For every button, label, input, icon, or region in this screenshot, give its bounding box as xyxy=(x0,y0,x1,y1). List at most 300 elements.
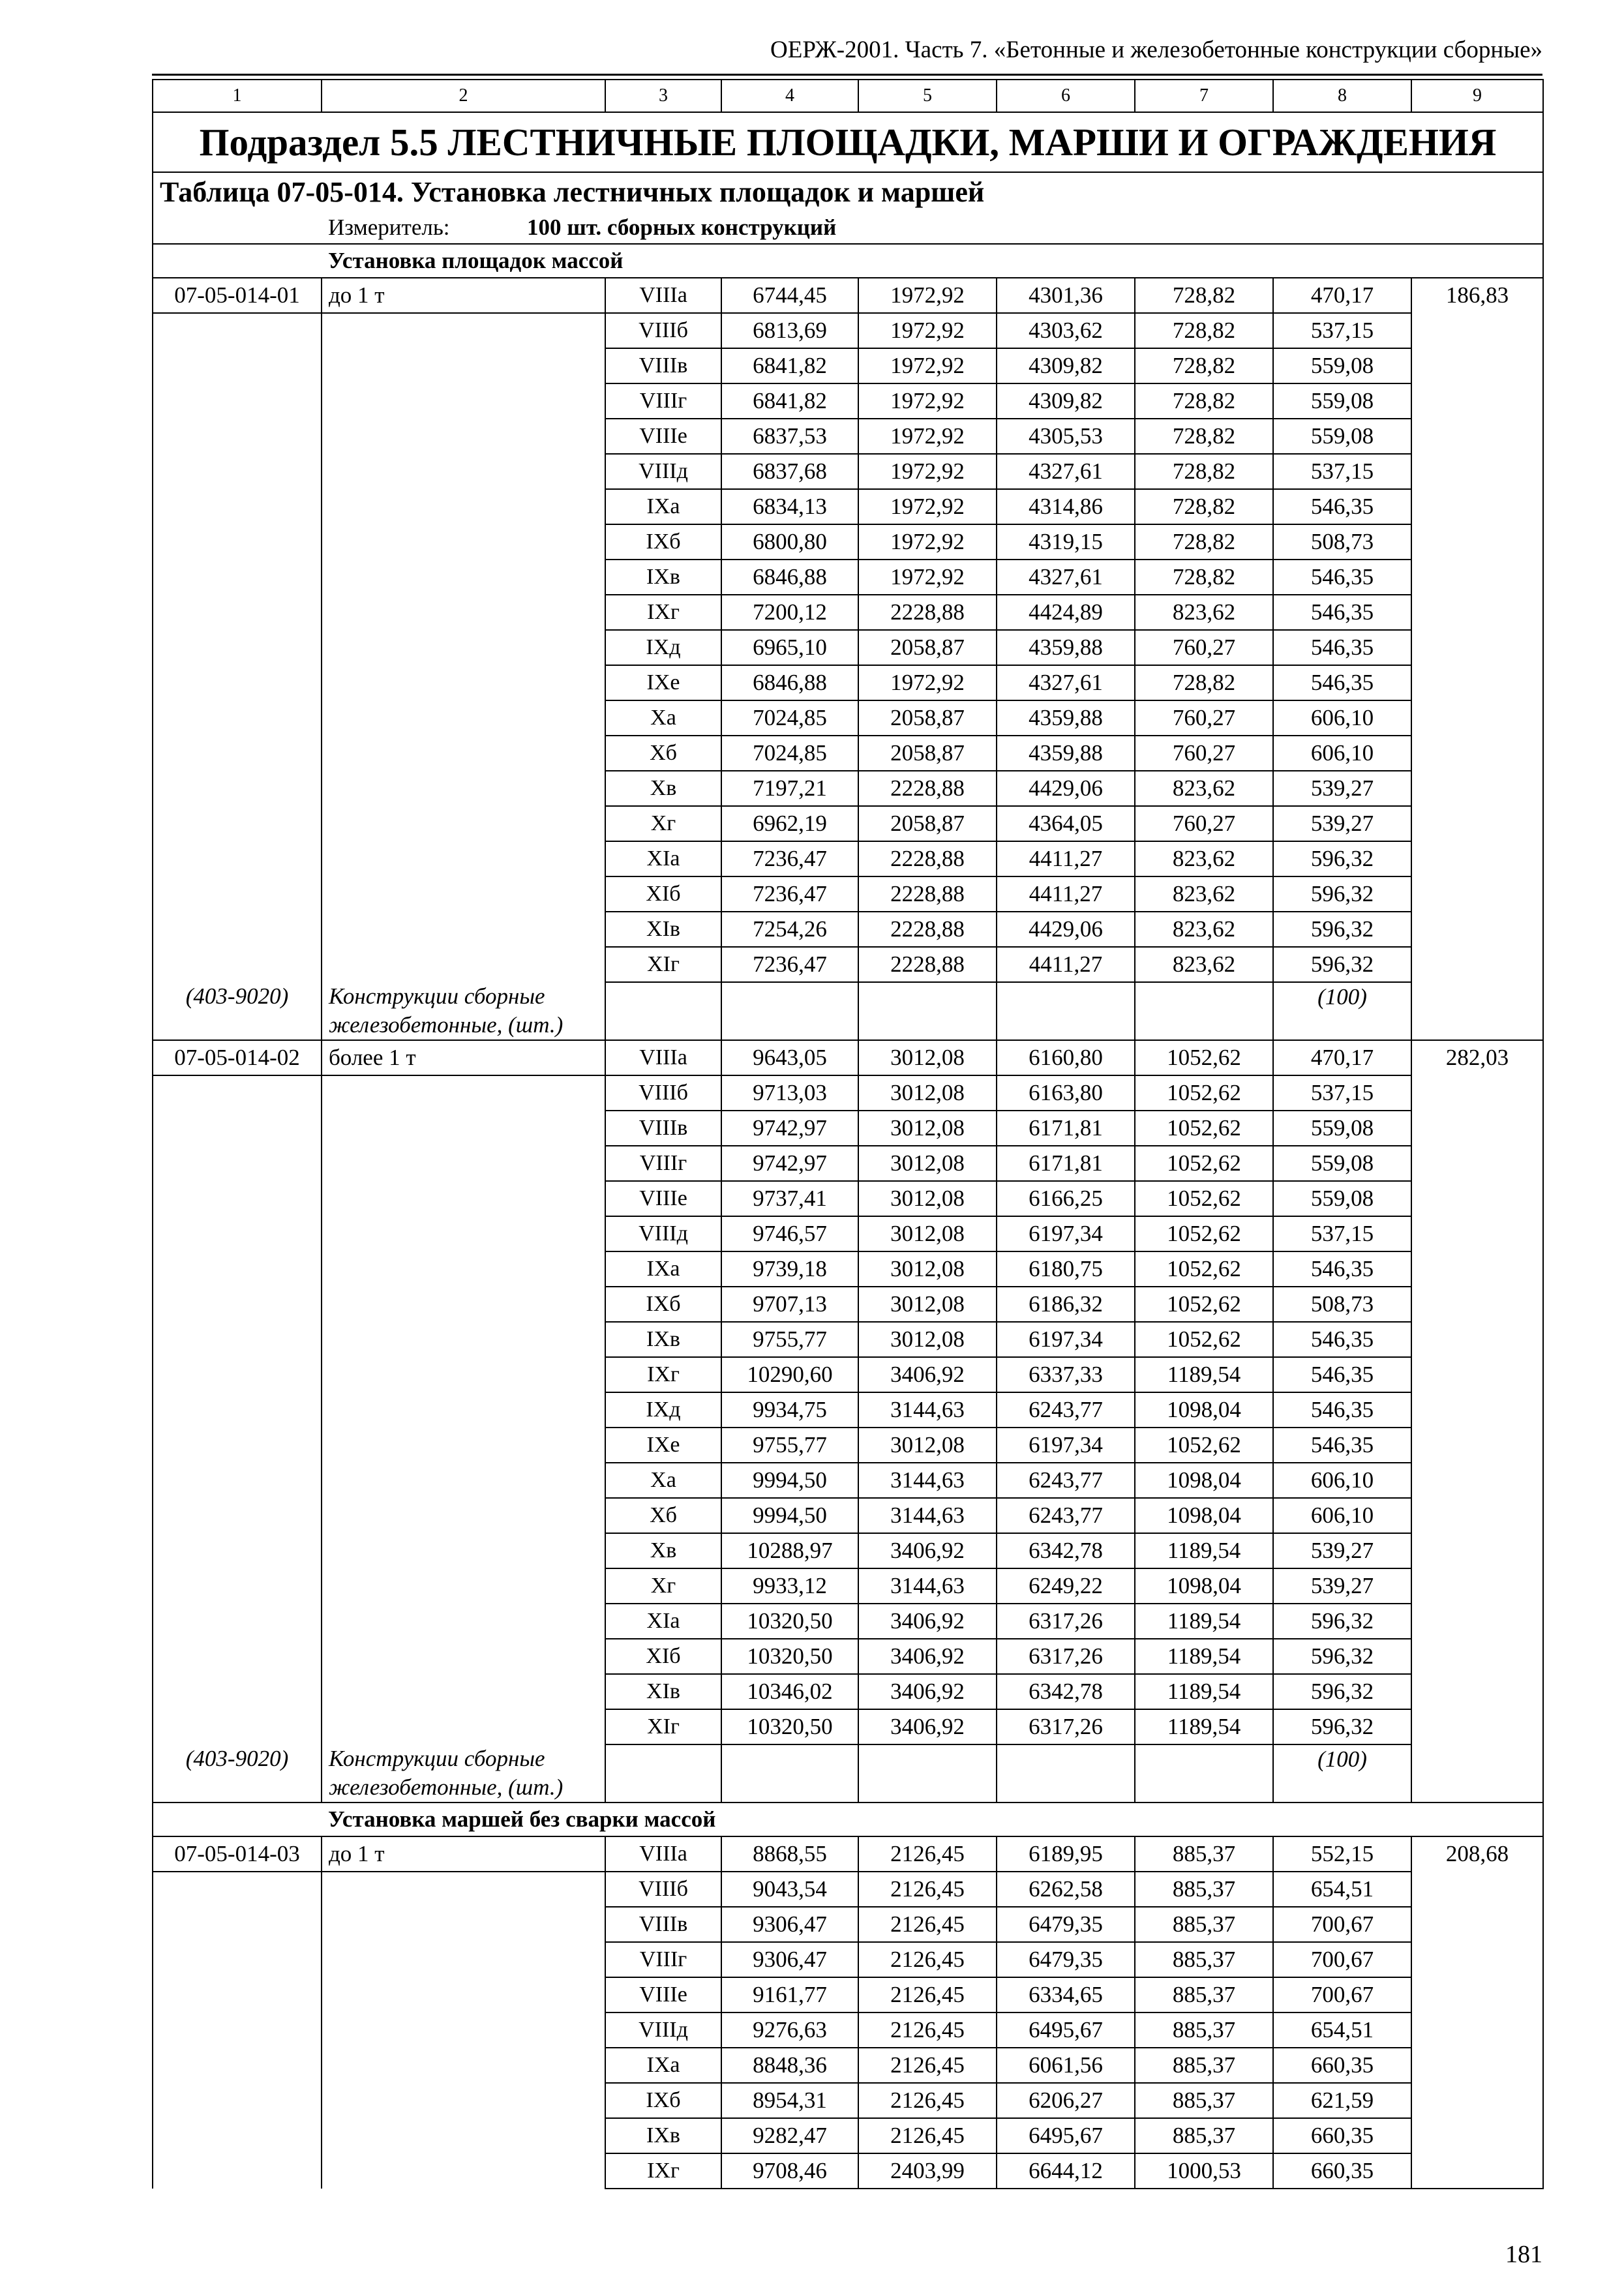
machines-cost-cell: 6197,34 xyxy=(997,1322,1135,1357)
region-index-cell: XIг xyxy=(605,1709,721,1744)
operators-wages-cell: 728,82 xyxy=(1135,313,1273,348)
region-index-cell: VIIIб xyxy=(605,1872,721,1907)
norm-name-cell xyxy=(322,1463,605,1498)
total-cost-cell: 9043,54 xyxy=(721,1872,858,1907)
table-row xyxy=(153,1836,1543,1872)
norm-name-cell xyxy=(322,1907,605,1942)
machines-cost-cell: 4327,61 xyxy=(997,560,1135,595)
region-index-cell: VIIIе xyxy=(605,1181,721,1216)
norm-name-cell xyxy=(322,348,605,383)
materials-cost-cell: 546,35 xyxy=(1273,595,1411,630)
machines-cost-cell: 6160,80 xyxy=(997,1040,1135,1075)
norm-code-cell xyxy=(153,454,322,489)
operators-wages-cell: 760,27 xyxy=(1135,806,1273,841)
total-cost-cell: 9739,18 xyxy=(721,1251,858,1287)
operators-wages-cell: 1189,54 xyxy=(1135,1604,1273,1639)
norm-name-cell xyxy=(322,876,605,912)
norm-code-cell xyxy=(153,595,322,630)
wages-cost-cell: 2126,45 xyxy=(858,1942,997,1977)
materials-cost-cell: 537,15 xyxy=(1273,1075,1411,1111)
norm-name-cell xyxy=(322,524,605,560)
norm-code-cell xyxy=(153,771,322,806)
meter-cell xyxy=(153,212,1543,244)
operators-wages-cell: 728,82 xyxy=(1135,383,1273,419)
wages-cost-cell: 2403,99 xyxy=(858,2153,997,2189)
total-cost-cell: 9746,57 xyxy=(721,1216,858,1251)
norm-code-cell xyxy=(153,1907,322,1942)
norm-code-cell xyxy=(153,560,322,595)
operators-wages-cell: 885,37 xyxy=(1135,2083,1273,2118)
total-cost-cell: 8954,31 xyxy=(721,2083,858,2118)
subsection-row xyxy=(153,112,1543,172)
norm-name-cell xyxy=(322,1287,605,1322)
norm-name-cell xyxy=(322,736,605,771)
region-index-cell: VIIIа xyxy=(605,1040,721,1075)
materials-cost-cell: 537,15 xyxy=(1273,1216,1411,1251)
total-cost-cell: 10320,50 xyxy=(721,1639,858,1674)
operators-wages-cell: 885,37 xyxy=(1135,1942,1273,1977)
total-cost-cell: 9707,13 xyxy=(721,1287,858,1322)
empty-cell xyxy=(605,1744,721,1803)
total-cost-cell: 8868,55 xyxy=(721,1836,858,1872)
norm-code-cell xyxy=(153,1709,322,1744)
norm-name-cell xyxy=(322,1942,605,1977)
wages-cost-cell: 1972,92 xyxy=(858,419,997,454)
norm-name-cell xyxy=(322,1872,605,1907)
materials-cost-cell: 654,51 xyxy=(1273,1872,1411,1907)
table-row xyxy=(153,876,1543,912)
machines-cost-cell: 4327,61 xyxy=(997,454,1135,489)
machines-cost-cell: 4301,36 xyxy=(997,278,1135,313)
wages-cost-cell: 3144,63 xyxy=(858,1568,997,1604)
section-title: Установка маршей без сварки массой xyxy=(153,1803,1543,1836)
resource-code: (403-9020) xyxy=(153,982,322,1040)
materials-cost-cell: 596,32 xyxy=(1273,947,1411,982)
wages-cost-cell: 1972,92 xyxy=(858,383,997,419)
table-row xyxy=(153,1907,1543,1942)
region-index-cell: IXв xyxy=(605,1322,721,1357)
resource-code: (403-9020) xyxy=(153,1744,322,1803)
machines-cost-cell: 6206,27 xyxy=(997,2083,1135,2118)
norm-name-cell xyxy=(322,2118,605,2153)
operators-wages-cell: 760,27 xyxy=(1135,700,1273,736)
total-cost-cell: 7200,12 xyxy=(721,595,858,630)
column-numbers-row xyxy=(153,80,1543,112)
running-header: ОЕРЖ-2001. Часть 7. «Бетонные и железобетонные конструкции сборные» xyxy=(770,37,1542,63)
materials-cost-cell: 559,08 xyxy=(1273,383,1411,419)
total-cost-cell: 6834,13 xyxy=(721,489,858,524)
machines-cost-cell: 4364,05 xyxy=(997,806,1135,841)
norm-code-cell xyxy=(153,1287,322,1322)
machines-cost-cell: 6197,34 xyxy=(997,1428,1135,1463)
operators-wages-cell: 885,37 xyxy=(1135,1907,1273,1942)
norm-name-cell xyxy=(322,454,605,489)
operators-wages-cell: 1189,54 xyxy=(1135,1639,1273,1674)
header-rule xyxy=(152,74,1542,76)
machines-cost-cell: 4314,86 xyxy=(997,489,1135,524)
table-row xyxy=(153,700,1543,736)
operators-wages-cell: 1052,62 xyxy=(1135,1287,1273,1322)
wages-cost-cell: 3406,92 xyxy=(858,1533,997,1568)
region-index-cell: VIIIг xyxy=(605,1942,721,1977)
materials-cost-cell: 700,67 xyxy=(1273,1977,1411,2012)
operators-wages-cell: 823,62 xyxy=(1135,912,1273,947)
materials-cost-cell: 660,35 xyxy=(1273,2048,1411,2083)
region-index-cell: VIIIв xyxy=(605,1111,721,1146)
table-row xyxy=(153,1709,1543,1744)
total-cost-cell: 10288,97 xyxy=(721,1533,858,1568)
norm-code-cell xyxy=(153,736,322,771)
empty-cell xyxy=(858,1744,997,1803)
total-cost-cell: 9282,47 xyxy=(721,2118,858,2153)
table-row xyxy=(153,1287,1543,1322)
region-index-cell: XIб xyxy=(605,876,721,912)
machines-cost-cell: 4429,06 xyxy=(997,771,1135,806)
operators-wages-cell: 823,62 xyxy=(1135,595,1273,630)
wages-cost-cell: 3406,92 xyxy=(858,1674,997,1709)
region-index-cell: VIIIд xyxy=(605,2012,721,2048)
wages-cost-cell: 3012,08 xyxy=(858,1428,997,1463)
total-cost-cell: 7236,47 xyxy=(721,876,858,912)
operators-wages-cell: 1052,62 xyxy=(1135,1111,1273,1146)
region-index-cell: VIIIб xyxy=(605,1075,721,1111)
machines-cost-cell: 4359,88 xyxy=(997,700,1135,736)
wages-cost-cell: 2126,45 xyxy=(858,1836,997,1872)
operators-wages-cell: 885,37 xyxy=(1135,2012,1273,2048)
total-cost-cell: 9742,97 xyxy=(721,1146,858,1181)
norm-name-cell xyxy=(322,1322,605,1357)
page-number: 181 xyxy=(1505,2241,1542,2268)
norm-name-cell xyxy=(322,947,605,982)
machines-cost-cell: 6171,81 xyxy=(997,1111,1135,1146)
wages-cost-cell: 3406,92 xyxy=(858,1709,997,1744)
labor-hours-cell: 208,68 xyxy=(1411,1836,1543,2189)
table-row xyxy=(153,419,1543,454)
total-cost-cell: 6837,53 xyxy=(721,419,858,454)
norm-code-cell xyxy=(153,2153,322,2189)
wages-cost-cell: 2228,88 xyxy=(858,912,997,947)
norm-code-cell xyxy=(153,383,322,419)
norm-name-cell xyxy=(322,383,605,419)
machines-cost-cell: 4305,53 xyxy=(997,419,1135,454)
wages-cost-cell: 2228,88 xyxy=(858,876,997,912)
region-index-cell: IXг xyxy=(605,1357,721,1392)
resource-name: Конструкции сборные железобетонные, (шт.) xyxy=(322,1744,605,1803)
table-row xyxy=(153,454,1543,489)
wages-cost-cell: 1972,92 xyxy=(858,524,997,560)
region-index-cell: Xг xyxy=(605,1568,721,1604)
region-index-cell: VIIIд xyxy=(605,454,721,489)
operators-wages-cell: 1189,54 xyxy=(1135,1709,1273,1744)
column-number: 8 xyxy=(1273,80,1411,112)
operators-wages-cell: 1052,62 xyxy=(1135,1322,1273,1357)
norm-code-cell xyxy=(153,313,322,348)
total-cost-cell: 9713,03 xyxy=(721,1075,858,1111)
norm-code-cell: 07-05-014-01 xyxy=(153,278,322,313)
materials-cost-cell: 546,35 xyxy=(1273,1251,1411,1287)
meter-value: 100 шт. сборных конструкций xyxy=(527,215,837,240)
norm-name-cell xyxy=(322,2048,605,2083)
region-index-cell: IXе xyxy=(605,665,721,700)
wages-cost-cell: 2126,45 xyxy=(858,2118,997,2153)
norm-code-cell xyxy=(153,1357,322,1392)
table-row xyxy=(153,1251,1543,1287)
materials-cost-cell: 654,51 xyxy=(1273,2012,1411,2048)
region-index-cell: IXа xyxy=(605,2048,721,2083)
region-index-cell: XIб xyxy=(605,1639,721,1674)
materials-cost-cell: 539,27 xyxy=(1273,806,1411,841)
total-cost-cell: 6813,69 xyxy=(721,313,858,348)
total-cost-cell: 6965,10 xyxy=(721,630,858,665)
total-cost-cell: 8848,36 xyxy=(721,2048,858,2083)
machines-cost-cell: 6317,26 xyxy=(997,1709,1135,1744)
resource-name: Конструкции сборные железобетонные, (шт.) xyxy=(322,982,605,1040)
region-index-cell: XIа xyxy=(605,841,721,876)
norm-name-cell xyxy=(322,595,605,630)
table-row xyxy=(153,313,1543,348)
machines-cost-cell: 6317,26 xyxy=(997,1639,1135,1674)
labor-hours-cell: 282,03 xyxy=(1411,1040,1543,1803)
resource-row xyxy=(153,1744,1543,1803)
operators-wages-cell: 728,82 xyxy=(1135,278,1273,313)
table-row xyxy=(153,771,1543,806)
machines-cost-cell: 6334,65 xyxy=(997,1977,1135,2012)
region-index-cell: Xв xyxy=(605,1533,721,1568)
total-cost-cell: 10346,02 xyxy=(721,1674,858,1709)
table-title-row xyxy=(153,172,1543,212)
machines-cost-cell: 6644,12 xyxy=(997,2153,1135,2189)
table-row xyxy=(153,630,1543,665)
norm-name-cell xyxy=(322,1639,605,1674)
table-row xyxy=(153,2048,1543,2083)
norm-name-cell xyxy=(322,2012,605,2048)
wages-cost-cell: 3012,08 xyxy=(858,1251,997,1287)
norm-name-cell xyxy=(322,1251,605,1287)
total-cost-cell: 6846,88 xyxy=(721,560,858,595)
norm-name-cell xyxy=(322,489,605,524)
region-index-cell: IXд xyxy=(605,630,721,665)
total-cost-cell: 10290,60 xyxy=(721,1357,858,1392)
operators-wages-cell: 760,27 xyxy=(1135,736,1273,771)
empty-cell xyxy=(1135,1744,1273,1803)
norm-name-cell xyxy=(322,1674,605,1709)
norm-name-cell xyxy=(322,1533,605,1568)
operators-wages-cell: 1098,04 xyxy=(1135,1498,1273,1533)
region-index-cell: XIа xyxy=(605,1604,721,1639)
machines-cost-cell: 6180,75 xyxy=(997,1251,1135,1287)
table-row xyxy=(153,489,1543,524)
region-index-cell: VIIIа xyxy=(605,278,721,313)
machines-cost-cell: 4319,15 xyxy=(997,524,1135,560)
total-cost-cell: 9306,47 xyxy=(721,1907,858,1942)
norm-name-cell xyxy=(322,1146,605,1181)
empty-cell xyxy=(997,1744,1135,1803)
operators-wages-cell: 1098,04 xyxy=(1135,1463,1273,1498)
operators-wages-cell: 885,37 xyxy=(1135,2048,1273,2083)
norm-name-cell xyxy=(322,912,605,947)
wages-cost-cell: 3144,63 xyxy=(858,1463,997,1498)
empty-cell xyxy=(997,982,1135,1040)
materials-cost-cell: 700,67 xyxy=(1273,1942,1411,1977)
norm-code-cell xyxy=(153,1872,322,1907)
wages-cost-cell: 2126,45 xyxy=(858,1872,997,1907)
operators-wages-cell: 885,37 xyxy=(1135,1836,1273,1872)
materials-cost-cell: 559,08 xyxy=(1273,348,1411,383)
table-row xyxy=(153,1674,1543,1709)
total-cost-cell: 6962,19 xyxy=(721,806,858,841)
table-row xyxy=(153,736,1543,771)
operators-wages-cell: 728,82 xyxy=(1135,524,1273,560)
table-row xyxy=(153,1146,1543,1181)
norm-name-cell xyxy=(322,560,605,595)
total-cost-cell: 7024,85 xyxy=(721,700,858,736)
table-row xyxy=(153,1216,1543,1251)
materials-cost-cell: 546,35 xyxy=(1273,1428,1411,1463)
column-number: 5 xyxy=(858,80,997,112)
norm-name-cell: до 1 т xyxy=(322,1836,605,1872)
norm-name-cell xyxy=(322,1498,605,1533)
machines-cost-cell: 6171,81 xyxy=(997,1146,1135,1181)
machines-cost-cell: 6189,95 xyxy=(997,1836,1135,1872)
total-cost-cell: 9755,77 xyxy=(721,1428,858,1463)
table-row xyxy=(153,1942,1543,1977)
wages-cost-cell: 2228,88 xyxy=(858,841,997,876)
table-row xyxy=(153,1463,1543,1498)
norm-code-cell xyxy=(153,1463,322,1498)
machines-cost-cell: 6342,78 xyxy=(997,1674,1135,1709)
total-cost-cell: 9933,12 xyxy=(721,1568,858,1604)
table-row xyxy=(153,595,1543,630)
wages-cost-cell: 3012,08 xyxy=(858,1287,997,1322)
materials-cost-cell: 546,35 xyxy=(1273,1357,1411,1392)
operators-wages-cell: 1189,54 xyxy=(1135,1357,1273,1392)
operators-wages-cell: 1052,62 xyxy=(1135,1075,1273,1111)
total-cost-cell: 9643,05 xyxy=(721,1040,858,1075)
machines-cost-cell: 6342,78 xyxy=(997,1533,1135,1568)
empty-cell xyxy=(721,1744,858,1803)
region-index-cell: VIIIе xyxy=(605,419,721,454)
column-number: 9 xyxy=(1411,80,1543,112)
materials-cost-cell: 606,10 xyxy=(1273,1498,1411,1533)
norms-table xyxy=(152,79,1544,2189)
machines-cost-cell: 6186,32 xyxy=(997,1287,1135,1322)
total-cost-cell: 6841,82 xyxy=(721,348,858,383)
wages-cost-cell: 2126,45 xyxy=(858,1907,997,1942)
table-row xyxy=(153,524,1543,560)
section-row xyxy=(153,244,1543,278)
materials-cost-cell: 539,27 xyxy=(1273,771,1411,806)
materials-cost-cell: 596,32 xyxy=(1273,841,1411,876)
norm-name-cell xyxy=(322,806,605,841)
norm-code-cell xyxy=(153,700,322,736)
wages-cost-cell: 3144,63 xyxy=(858,1392,997,1428)
table-row xyxy=(153,1498,1543,1533)
region-index-cell: VIIIб xyxy=(605,313,721,348)
machines-cost-cell: 4411,27 xyxy=(997,841,1135,876)
operators-wages-cell: 1052,62 xyxy=(1135,1146,1273,1181)
machines-cost-cell: 6163,80 xyxy=(997,1075,1135,1111)
norm-code-cell xyxy=(153,1977,322,2012)
total-cost-cell: 6837,68 xyxy=(721,454,858,489)
norm-name-cell xyxy=(322,1075,605,1111)
norm-code-cell xyxy=(153,1216,322,1251)
machines-cost-cell: 6337,33 xyxy=(997,1357,1135,1392)
norm-name-cell xyxy=(322,1216,605,1251)
table-row xyxy=(153,2012,1543,2048)
region-index-cell: Xв xyxy=(605,771,721,806)
machines-cost-cell: 4309,82 xyxy=(997,348,1135,383)
table-row xyxy=(153,1533,1543,1568)
norm-name-cell xyxy=(322,2153,605,2189)
operators-wages-cell: 1098,04 xyxy=(1135,1392,1273,1428)
region-index-cell: VIIIв xyxy=(605,348,721,383)
empty-cell xyxy=(1135,982,1273,1040)
total-cost-cell: 10320,50 xyxy=(721,1709,858,1744)
total-cost-cell: 9276,63 xyxy=(721,2012,858,2048)
table-row xyxy=(153,1604,1543,1639)
table-row xyxy=(153,348,1543,383)
machines-cost-cell: 6479,35 xyxy=(997,1942,1135,1977)
materials-cost-cell: 596,32 xyxy=(1273,876,1411,912)
norm-code-cell xyxy=(153,1674,322,1709)
operators-wages-cell: 1098,04 xyxy=(1135,1568,1273,1604)
wages-cost-cell: 2228,88 xyxy=(858,947,997,982)
table-row xyxy=(153,560,1543,595)
norm-name-cell xyxy=(322,1709,605,1744)
wages-cost-cell: 3012,08 xyxy=(858,1111,997,1146)
materials-cost-cell: 546,35 xyxy=(1273,489,1411,524)
materials-cost-cell: 546,35 xyxy=(1273,1322,1411,1357)
norm-code-cell xyxy=(153,2012,322,2048)
materials-cost-cell: 508,73 xyxy=(1273,1287,1411,1322)
region-index-cell: VIIIв xyxy=(605,1907,721,1942)
operators-wages-cell: 1052,62 xyxy=(1135,1251,1273,1287)
materials-cost-cell: 539,27 xyxy=(1273,1568,1411,1604)
total-cost-cell: 7236,47 xyxy=(721,947,858,982)
operators-wages-cell: 728,82 xyxy=(1135,419,1273,454)
norm-code-cell xyxy=(153,876,322,912)
wages-cost-cell: 3406,92 xyxy=(858,1357,997,1392)
wages-cost-cell: 1972,92 xyxy=(858,560,997,595)
table-row xyxy=(153,383,1543,419)
labor-hours-cell: 186,83 xyxy=(1411,278,1543,1040)
total-cost-cell: 9994,50 xyxy=(721,1463,858,1498)
table-row xyxy=(153,2083,1543,2118)
operators-wages-cell: 728,82 xyxy=(1135,489,1273,524)
materials-cost-cell: 596,32 xyxy=(1273,1604,1411,1639)
operators-wages-cell: 885,37 xyxy=(1135,1977,1273,2012)
materials-cost-cell: 470,17 xyxy=(1273,1040,1411,1075)
norm-name-cell xyxy=(322,1568,605,1604)
total-cost-cell: 9708,46 xyxy=(721,2153,858,2189)
machines-cost-cell: 6249,22 xyxy=(997,1568,1135,1604)
norm-code-cell xyxy=(153,348,322,383)
wages-cost-cell: 3144,63 xyxy=(858,1498,997,1533)
norm-code-cell xyxy=(153,2048,322,2083)
region-index-cell: IXа xyxy=(605,1251,721,1287)
materials-cost-cell: 559,08 xyxy=(1273,1146,1411,1181)
norm-code-cell xyxy=(153,630,322,665)
machines-cost-cell: 4359,88 xyxy=(997,736,1135,771)
norm-code-cell xyxy=(153,912,322,947)
machines-cost-cell: 6495,67 xyxy=(997,2118,1135,2153)
column-number: 6 xyxy=(997,80,1135,112)
norm-code-cell xyxy=(153,1392,322,1428)
machines-cost-cell: 6479,35 xyxy=(997,1907,1135,1942)
materials-cost-cell: 552,15 xyxy=(1273,1836,1411,1872)
table-row xyxy=(153,1392,1543,1428)
table-row xyxy=(153,2153,1543,2189)
